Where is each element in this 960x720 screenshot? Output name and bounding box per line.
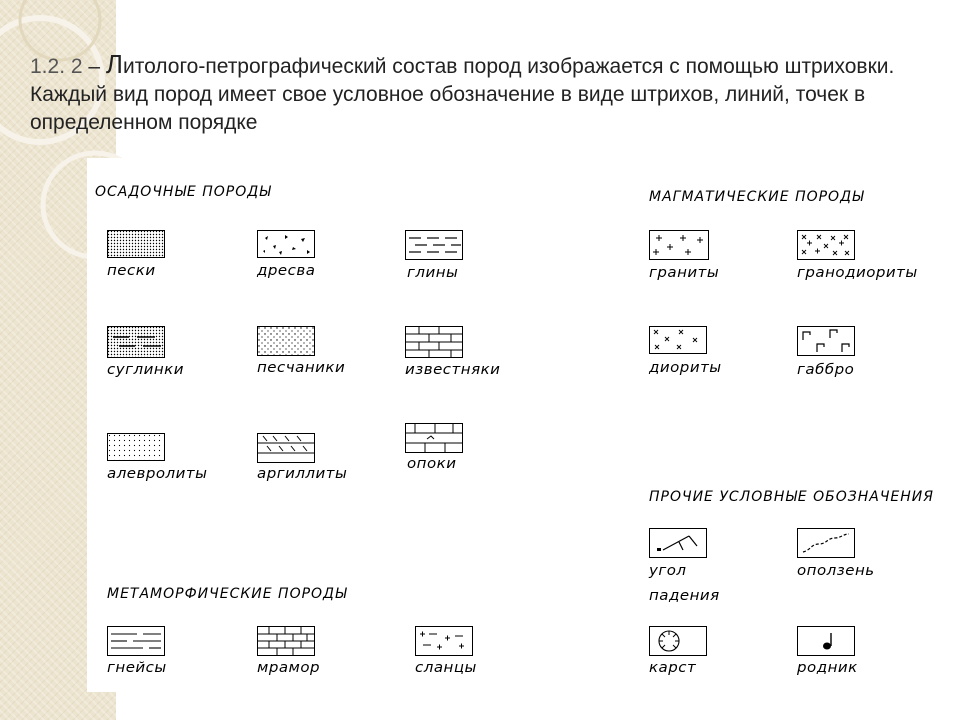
label-schist: сланцы xyxy=(415,658,477,676)
section-title-other: ПРОЧИЕ УСЛОВНЫЕ ОБОЗНАЧЕНИЯ xyxy=(649,489,934,505)
siltstone-symbol xyxy=(107,433,165,461)
label-argillite: аргиллиты xyxy=(257,464,348,482)
label-clay: глины xyxy=(407,263,459,281)
granite-symbol xyxy=(649,230,709,260)
label-landslide: оползень xyxy=(797,561,875,579)
label-granodiorite: гранодиориты xyxy=(797,263,918,281)
granodiorite-symbol xyxy=(797,230,855,260)
label-marble: мрамор xyxy=(257,658,321,676)
landslide-symbol xyxy=(797,528,855,558)
dip-angle-symbol xyxy=(649,528,707,558)
label-limestone: известняки xyxy=(405,360,501,378)
heading-number: 1.2. 2 xyxy=(30,55,83,78)
limestone-symbol xyxy=(405,326,463,358)
label-flask: опоки xyxy=(407,454,457,472)
label-sandstone: песчаники xyxy=(257,358,346,376)
label-breccia: дресва xyxy=(257,261,316,279)
slide-heading xyxy=(30,50,930,137)
legend-figure xyxy=(87,158,960,692)
label-loam: суглинки xyxy=(107,360,184,378)
clay-symbol xyxy=(405,230,463,260)
heading-initial-letter: Л xyxy=(105,49,123,79)
section-title-sedimentary: ОСАДОЧНЫЕ ПОРОДЫ xyxy=(95,184,272,200)
section-title-metamorphic: МЕТАМОРФИЧЕСКИЕ ПОРОДЫ xyxy=(107,586,348,602)
label-granite: граниты xyxy=(649,263,720,281)
diorite-symbol xyxy=(649,326,707,354)
heading-text: итолого-петрографический состав пород изображается с помощью штриховки. Каждый вид пород имеет свое условное обозначение в виде штрихов, линий, точек в определенном порядке xyxy=(30,55,895,134)
section-title-magmatic: МАГМАТИЧЕСКИЕ ПОРОДЫ xyxy=(649,189,865,205)
label-karst: карст xyxy=(649,658,697,676)
marble-symbol xyxy=(257,626,315,656)
breccia-symbol xyxy=(257,230,315,258)
label-siltstone: алевролиты xyxy=(107,464,208,482)
label-gabbro: габбро xyxy=(797,360,855,378)
loam-symbol xyxy=(107,326,165,358)
sand-symbol xyxy=(107,230,165,258)
label-gneiss: гнейсы xyxy=(107,658,167,676)
label-dip-angle-2: падения xyxy=(649,586,720,604)
label-diorite: диориты xyxy=(649,358,722,376)
argillite-symbol xyxy=(257,433,315,463)
label-sand: пески xyxy=(107,261,156,279)
karst-symbol xyxy=(649,626,707,656)
label-dip-angle-1: угол xyxy=(649,561,687,579)
label-spring: родник xyxy=(797,658,858,676)
spring-symbol xyxy=(797,626,855,656)
gabbro-symbol xyxy=(797,326,855,356)
gneiss-symbol xyxy=(107,626,165,656)
sandstone-symbol xyxy=(257,326,315,356)
schist-symbol xyxy=(415,626,473,656)
heading-dash: – xyxy=(82,55,106,78)
flask-symbol xyxy=(405,423,463,453)
